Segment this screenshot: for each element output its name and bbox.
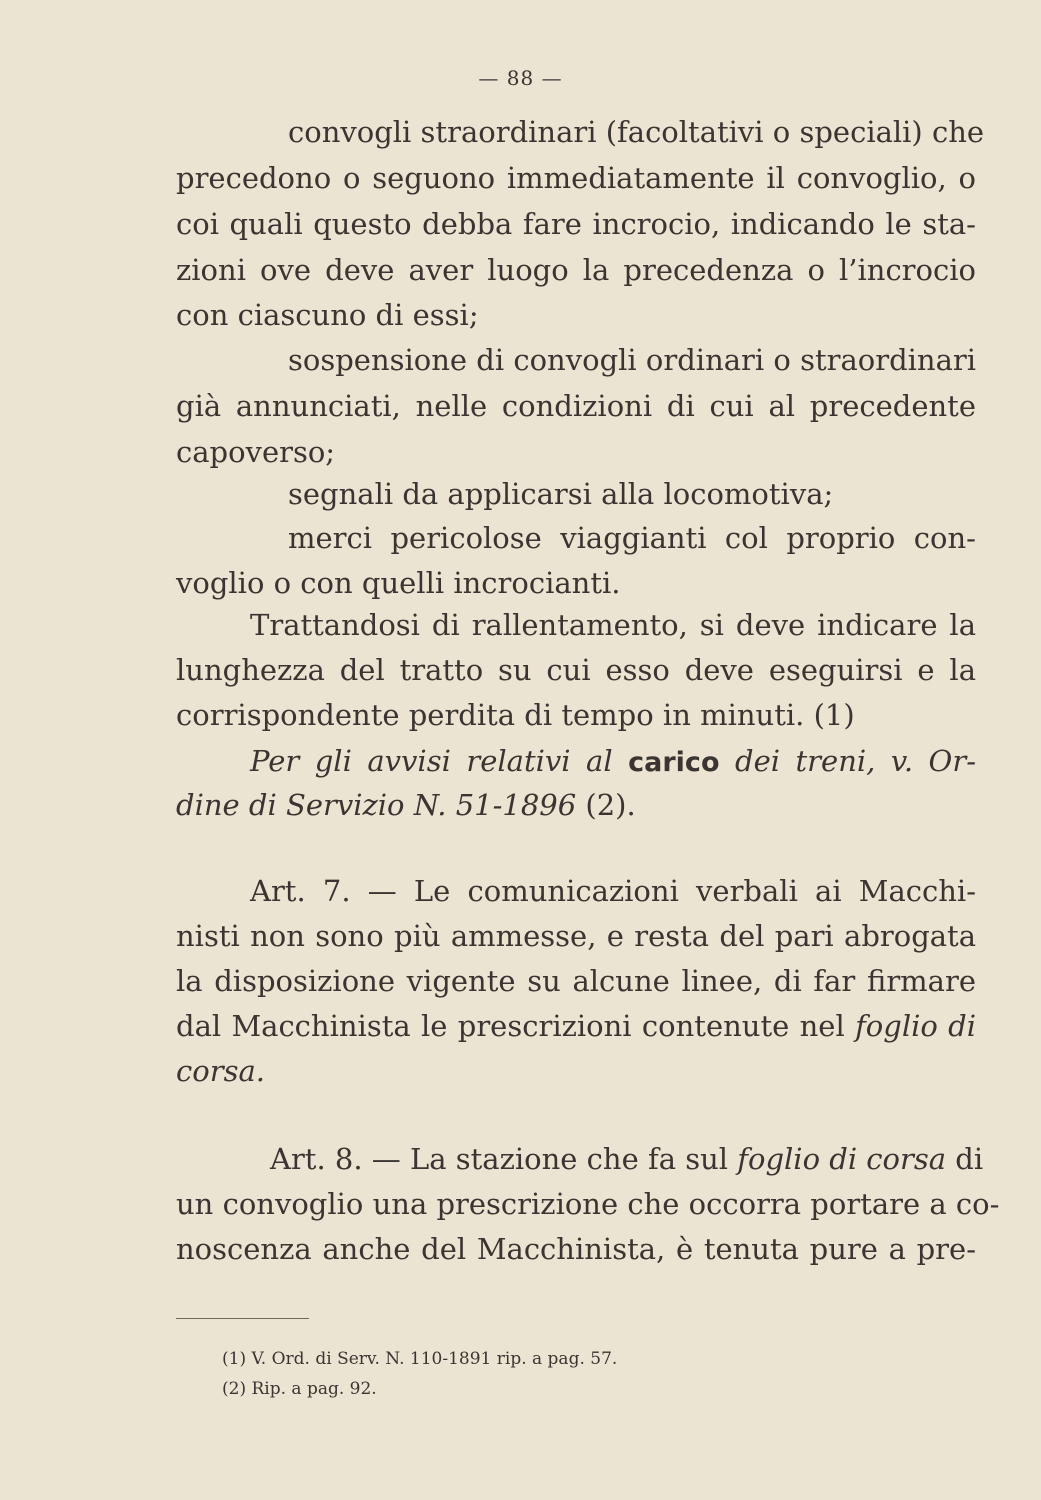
text-line: lunghezza del tratto su cui esso deve eseguirsi e la bbox=[176, 653, 976, 687]
text-line: segnali da applicarsi alla locomotiva; bbox=[288, 477, 834, 511]
footnote: (1) V. Ord. di Serv. N. 110-1891 rip. a pag. 57. bbox=[222, 1349, 618, 1369]
art7-line: corsa. bbox=[176, 1054, 265, 1088]
note-text: dine di Servizio N. 51-1896 bbox=[176, 788, 577, 822]
art8-italic: foglio di corsa bbox=[737, 1142, 947, 1176]
text-line: zioni ove deve aver luogo la precedenza o l’incrocio bbox=[176, 253, 976, 287]
text-line: capoverso; bbox=[176, 435, 336, 469]
text-line: voglio o con quelli incrocianti. bbox=[176, 566, 621, 600]
note-ref: (2). bbox=[585, 788, 636, 822]
note-line bbox=[176, 787, 976, 823]
page-number: — 88 — bbox=[478, 66, 563, 90]
note-line bbox=[250, 743, 976, 781]
art8-line bbox=[270, 1141, 984, 1177]
art8-line: noscenza anche del Macchinista, è tenuta pure a pre- bbox=[176, 1232, 976, 1266]
footnote: (2) Rip. a pag. 92. bbox=[222, 1379, 377, 1399]
footnote-divider bbox=[176, 1318, 309, 1319]
text-line: coi quali questo debba fare incrocio, indicando le sta- bbox=[176, 207, 976, 241]
note-text: dei treni, v. Or- bbox=[735, 744, 976, 778]
art7-line: Art. 7. — Le comunicazioni verbali ai Macchi- bbox=[250, 874, 976, 908]
text-line: Trattandosi di rallentamento, si deve indicare la bbox=[250, 608, 976, 642]
art7-line bbox=[176, 1008, 976, 1044]
text-line: corrispondente perdita di tempo in minuti. (1) bbox=[176, 698, 855, 732]
text-line: con ciascuno di essi; bbox=[176, 298, 479, 332]
text-line: già annunciati, nelle condizioni di cui al precedente bbox=[176, 389, 976, 423]
art8-text: Art. 8. — La stazione che fa sul bbox=[270, 1142, 729, 1176]
art8-text: di bbox=[955, 1142, 984, 1176]
art7-italic: foglio di bbox=[855, 1009, 976, 1043]
note-text: Per gli avvisi relativi al bbox=[250, 744, 613, 778]
art7-line: la disposizione vigente su alcune linee, di far firmare bbox=[176, 964, 976, 998]
art7-text: dal Macchinista le prescrizioni contenute nel bbox=[176, 1009, 845, 1043]
text-line: sospensione di convogli ordinari o straordinari bbox=[288, 343, 977, 377]
art8-line: un convoglio una prescrizione che occorra portare a co- bbox=[176, 1187, 1000, 1221]
text-line: precedono o seguono immediatamente il convoglio, o bbox=[176, 161, 976, 195]
note-emphasis: carico bbox=[628, 747, 720, 778]
art7-line: nisti non sono più ammesse, e resta del pari abrogata bbox=[176, 919, 976, 953]
text-line: merci pericolose viaggianti col proprio con- bbox=[288, 521, 976, 555]
text-line: convogli straordinari (facoltativi o speciali) che bbox=[288, 115, 985, 149]
